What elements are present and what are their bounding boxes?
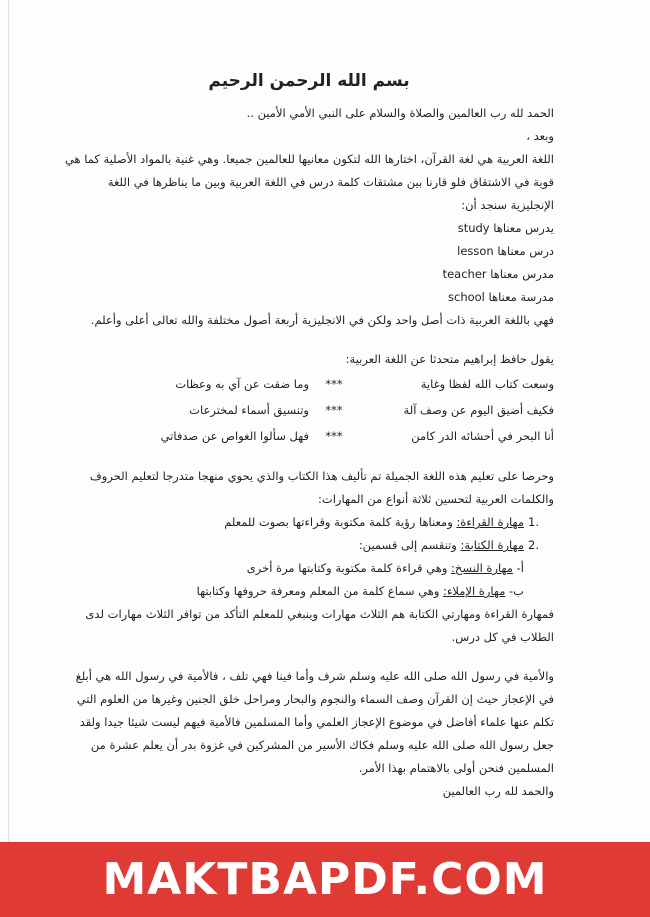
- word-row: [64, 217, 554, 240]
- page-edge-line: [8, 0, 9, 842]
- closing-line: والحمد لله رب العالمين: [442, 784, 554, 798]
- poem-verse: [64, 371, 554, 397]
- verse-first-half: أنا البحر في أحشائه الدر كامن: [411, 429, 554, 443]
- word-arabic: مدرس معناها: [490, 267, 554, 281]
- word-arabic: درس معناها: [497, 244, 554, 258]
- subskill-name: مهارة النسخ:: [451, 561, 513, 575]
- verse-separator: ***: [325, 377, 343, 391]
- skill-item: [64, 511, 554, 534]
- word-english: lesson: [457, 244, 494, 258]
- baad-line: وبعد ،: [526, 129, 554, 143]
- document-content: [64, 64, 554, 803]
- skill-number: .2: [528, 538, 539, 552]
- spacer: [64, 332, 554, 348]
- watermark-banner: [0, 842, 650, 917]
- word-row: [64, 286, 554, 309]
- word-english: teacher: [442, 267, 487, 281]
- poem-intro: يقول حافظ إبراهيم متحدثا عن اللغة العربية:: [345, 352, 554, 366]
- paragraph-1: اللغة العربية هي لغة القرآن، اختارها الله لتكون معانيها للعالمين جميعا. وهي غنية بالمواد الأصلية كما هي قوية في الاشتقاق فلو قارنا بين مشتقات كلمة درس في اللغة العربية وبين ما يناظرها في اللغة الإنجليزية سنجد أن:: [64, 152, 554, 212]
- word-english: school: [448, 290, 485, 304]
- watermark-text: MAKTBAPDF.COM: [102, 854, 548, 905]
- skill-name: مهارة القراءة:: [456, 515, 524, 529]
- paragraph-4: فمهارة القراءة ومهارتي الكتابة هم الثلاث مهارات وينبغي للمعلم التأكد من توافر الثلاث مهارات لدى الطلاب في كل درس.: [85, 607, 554, 644]
- subskill-name: مهارة الإملاء:: [443, 584, 506, 598]
- poem-verse: [64, 397, 554, 423]
- subskill-item: [64, 557, 554, 580]
- verse-second-half: وما ضقت عن آي به وعظات: [175, 377, 309, 391]
- paragraph-3: وحرصا على تعليم هذه اللغة الجميلة تم تأليف هذا الكتاب والذي يحوي منهجا متدرجا لتعليم الحروف والكلمات العربية لتحسين ثلاثة أنواع من المهارات:: [89, 469, 554, 506]
- skill-item: [64, 534, 554, 557]
- poem-verse: [64, 423, 554, 449]
- intro-line: الحمد لله رب العالمين والصلاة والسلام على النبي الأمي الأمين ..: [246, 106, 554, 120]
- paragraph-5: والأمية في رسول الله صلى الله عليه وسلم شرف وأما فينا فهي تلف ، فالأمية في رسول الله هي أبلغ في الإعجاز حيث إن القرآن وصف السماء والنجوم والبحار ومراحل خلق الجنين وغيرها من العلوم التي تكلم عنها علماء أفاضل في موضوع الإعجاز العلمي وأما المسلمين فالأمية فيهم ليست شيئا جيدا ولقد جعل رسول الله صلى الله عليه وسلم فكاك الأسير من المشركين في غزوة بدر أن يعلم عشرة من المسلمين فنحن أولى بالاهتمام بهذا الأمر.: [75, 669, 554, 775]
- verse-separator: ***: [325, 403, 343, 417]
- verse-first-half: وسعت كتاب الله لفظا وغاية: [420, 377, 554, 391]
- word-arabic: مدرسة معناها: [488, 290, 554, 304]
- subskill-description: وهي قراءة كلمة مكتوبة وكتابتها مرة أخرى: [246, 561, 452, 575]
- skill-description: وتنقسم إلى قسمين:: [358, 538, 461, 552]
- word-english: study: [457, 221, 490, 235]
- skill-name: مهارة الكتابة:: [460, 538, 524, 552]
- subskill-item: [64, 580, 554, 603]
- word-row: [64, 263, 554, 286]
- spacer: [64, 649, 554, 665]
- verse-second-half: وتنسيق أسماء لمخترعات: [189, 403, 309, 417]
- spacer: [64, 449, 554, 465]
- word-row: [64, 240, 554, 263]
- skill-description: ومعناها رؤية كلمة مكتوبة وقراءتها بصوت للمعلم: [224, 515, 457, 529]
- word-arabic: يدرس معناها: [493, 221, 554, 235]
- subskill-label: أ-: [516, 561, 524, 575]
- verse-second-half: فهل سألوا الغواص عن صدفاتي: [160, 429, 309, 443]
- document-title: بسم الله الرحمن الرحيم: [208, 71, 410, 91]
- verse-separator: ***: [325, 429, 343, 443]
- verse-first-half: فكيف أضيق اليوم عن وصف آلة: [403, 403, 554, 417]
- skill-number: .1: [528, 515, 539, 529]
- subskill-description: وهي سماع كلمة من المعلم ومعرفة حروفها وكتابتها: [196, 584, 444, 598]
- paragraph-2: فهي باللغة العربية ذات أصل واحد ولكن في الانجليزية أربعة أصول مختلفة والله تعالى أعلى وأعلم.: [90, 313, 554, 327]
- subskill-label: ب-: [509, 584, 524, 598]
